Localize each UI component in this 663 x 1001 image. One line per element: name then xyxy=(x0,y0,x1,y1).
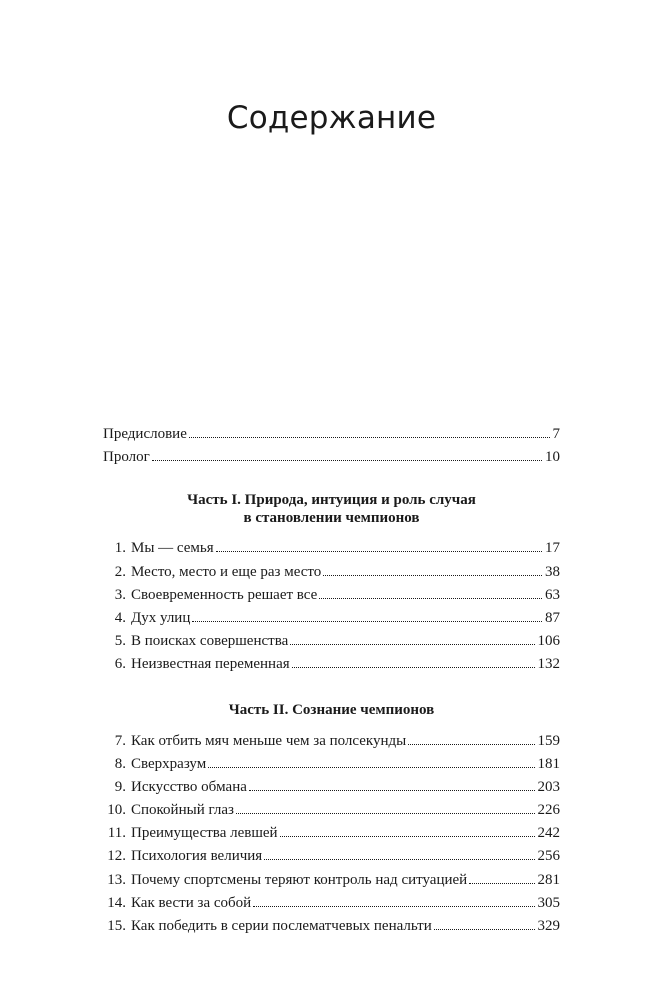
toc-entry-chapter-11[interactable] xyxy=(103,822,560,845)
dot-leader xyxy=(264,859,534,860)
dot-leader xyxy=(249,790,535,791)
chapter-number: 12. xyxy=(107,848,126,865)
dot-leader xyxy=(208,767,534,768)
dot-leader xyxy=(189,437,550,438)
dot-leader xyxy=(290,644,534,645)
chapter-number: 3. xyxy=(114,586,126,603)
toc-entry-label: Неизвестная переменная xyxy=(131,656,290,673)
toc-entry-page: 181 xyxy=(537,755,560,772)
toc-entry-label: Предисловие xyxy=(103,426,187,442)
dot-leader xyxy=(192,621,542,622)
toc-entry-label: Почему спортсмены теряют контроль над ситуацией xyxy=(131,871,468,888)
toc-entry-page: 242 xyxy=(537,825,560,842)
toc-entry-page: 226 xyxy=(537,802,560,819)
toc-entry-chapter-5[interactable] xyxy=(103,630,560,653)
dot-leader xyxy=(292,667,535,668)
dot-leader xyxy=(216,551,542,552)
dot-leader xyxy=(323,575,542,576)
toc-entry-label: Сверхразум xyxy=(131,755,207,772)
part-heading-line: в становлении чемпионов xyxy=(243,510,420,527)
chapter-number: 10. xyxy=(107,802,126,819)
dot-leader xyxy=(280,836,535,837)
toc-entry-chapter-1[interactable] xyxy=(103,537,560,560)
toc-entry-chapter-8[interactable] xyxy=(103,753,560,776)
dot-leader xyxy=(236,813,535,814)
toc-entry-page: 7 xyxy=(552,426,560,442)
toc-entry-page: 203 xyxy=(537,778,560,795)
toc-entry-page: 329 xyxy=(537,918,560,934)
chapter-number: 2. xyxy=(114,563,126,580)
toc-entry-label: Спокойный глаз xyxy=(131,802,234,819)
chapter-number: 5. xyxy=(114,633,126,650)
toc-entry-label: Искусство обмана xyxy=(131,778,247,795)
toc-entry-page: 63 xyxy=(545,586,560,603)
toc-entry-label: Мы — семья xyxy=(131,540,214,557)
toc-entry-page: 256 xyxy=(537,848,560,865)
dot-leader xyxy=(319,598,542,599)
toc-entry-chapter-15[interactable] xyxy=(103,915,560,938)
chapter-number: 14. xyxy=(107,894,126,911)
toc-entry-chapter-10[interactable] xyxy=(103,799,560,822)
chapter-number: 1. xyxy=(114,540,126,557)
chapter-number: 7. xyxy=(114,732,126,749)
toc-entry-label: В поисках совершенства xyxy=(131,633,289,650)
dot-leader xyxy=(469,883,534,884)
page-title: Содержание xyxy=(226,100,437,136)
chapter-number: 6. xyxy=(114,656,126,673)
toc-entry-chapter-3[interactable] xyxy=(103,584,560,607)
chapter-number: 4. xyxy=(114,609,126,626)
toc-entry-chapter-14[interactable] xyxy=(103,892,560,915)
chapter-number: 9. xyxy=(114,778,126,795)
part-1-heading xyxy=(103,491,560,527)
dot-leader xyxy=(408,744,534,745)
dot-leader xyxy=(434,929,535,930)
toc-entry-label: Дух улиц xyxy=(131,609,191,626)
toc-entry-chapter-9[interactable] xyxy=(103,776,560,799)
toc-entry-label: Как вести за собой xyxy=(131,894,252,911)
dot-leader xyxy=(253,906,534,907)
toc-entry-label: Место, место и еще раз место xyxy=(131,563,322,580)
toc-entry-chapter-2[interactable] xyxy=(103,561,560,584)
toc-entry-label: Как отбить мяч меньше чем за полсекунды xyxy=(131,732,407,749)
toc-entry-page: 159 xyxy=(537,732,560,749)
toc-entry-label: Психология величия xyxy=(131,848,263,865)
toc-entry-chapter-12[interactable] xyxy=(103,845,560,868)
toc-entry-label: Как победить в серии послематчевых пенальти xyxy=(131,918,432,934)
toc-entry-prologue[interactable] xyxy=(103,446,560,469)
chapter-number: 15. xyxy=(107,918,126,934)
toc-entry-chapter-4[interactable] xyxy=(103,607,560,630)
part-2-heading xyxy=(103,701,560,719)
toc-entry-chapter-7[interactable] xyxy=(103,730,560,753)
toc-entry-page: 38 xyxy=(545,563,560,580)
toc-entry-label: Своевременность решает все xyxy=(131,586,318,603)
toc-entry-label: Пролог xyxy=(103,449,150,466)
toc-entry-preface[interactable] xyxy=(103,423,560,446)
toc-entry-page: 10 xyxy=(545,449,560,466)
chapter-number: 11. xyxy=(107,825,126,842)
toc-entry-page: 17 xyxy=(545,540,560,557)
part-heading-line: Часть II. Сознание чемпионов xyxy=(228,701,435,718)
toc-entry-page: 106 xyxy=(537,633,560,650)
toc-entry-label: Преимущества левшей xyxy=(131,825,278,842)
chapter-number: 13. xyxy=(107,871,126,888)
chapter-number: 8. xyxy=(114,755,126,772)
dot-leader xyxy=(152,460,542,461)
toc-entry-chapter-6[interactable] xyxy=(103,653,560,676)
part-heading-line: Часть I. Природа, интуиция и роль случая xyxy=(187,492,476,509)
table-of-contents xyxy=(103,423,560,938)
toc-entry-page: 305 xyxy=(537,894,560,911)
toc-entry-page: 281 xyxy=(537,871,560,888)
toc-entry-page: 87 xyxy=(545,609,560,626)
toc-entry-page: 132 xyxy=(537,656,560,673)
toc-entry-chapter-13[interactable] xyxy=(103,869,560,892)
